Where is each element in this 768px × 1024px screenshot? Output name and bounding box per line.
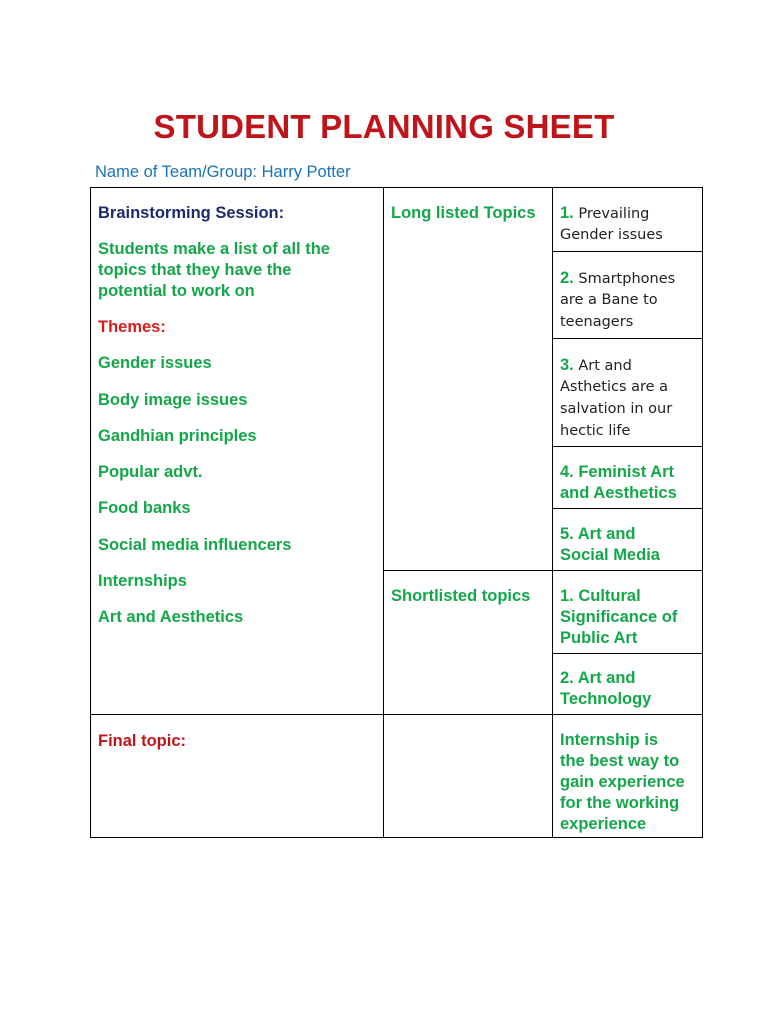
long-listed-item <box>552 338 703 446</box>
item-text: Social Media <box>560 546 660 564</box>
item-number: 3. <box>560 356 574 374</box>
item-text: and Aesthetics <box>560 484 677 502</box>
theme-item: Gender issues <box>98 354 212 372</box>
planning-table <box>90 187 703 838</box>
brainstorm-heading: Brainstorming Session: <box>98 204 285 222</box>
item-text: Smartphones <box>578 271 676 287</box>
long-listed-item <box>552 446 703 508</box>
final-topic-line: gain experience <box>560 773 685 791</box>
item-text: hectic life <box>560 423 631 439</box>
team-label: Name of Team/Group: <box>95 163 258 181</box>
theme-item: Art and Aesthetics <box>98 608 244 626</box>
theme-item: Body image issues <box>98 391 248 409</box>
long-listed-label: Long listed Topics <box>391 204 536 222</box>
final-topic-line: for the working <box>560 794 680 812</box>
item-text: Technology <box>560 690 652 708</box>
page-title: STUDENT PLANNING SHEET <box>153 108 615 145</box>
brainstorm-description-line: potential to work on <box>98 282 255 300</box>
item-text: salvation in our <box>560 401 673 417</box>
team-line <box>95 163 351 182</box>
final-topic-label: Final topic: <box>98 732 186 750</box>
brainstorm-description-line: Students make a list of all the <box>98 240 330 258</box>
item-text: 5. Art and <box>560 525 636 543</box>
item-text: are a Bane to <box>560 292 658 308</box>
theme-item: Internships <box>98 572 187 590</box>
theme-item: Social media influencers <box>98 536 292 554</box>
item-text: 4. Feminist Art <box>560 463 674 481</box>
shortlisted-item <box>552 570 703 653</box>
brainstorm-cell <box>90 187 383 714</box>
long-listed-item <box>552 251 703 338</box>
shortlisted-item <box>552 653 703 714</box>
item-text: teenagers <box>560 314 634 330</box>
item-text: Asthetics are a <box>560 379 669 395</box>
item-number: 1. <box>560 204 574 222</box>
theme-item: Gandhian principles <box>98 427 257 445</box>
brainstorm-description-line: topics that they have the <box>98 261 292 279</box>
team-name: Harry Potter <box>261 163 351 181</box>
item-number: 2. <box>560 269 574 287</box>
item-text: Gender issues <box>560 227 663 243</box>
item-text: Prevailing <box>578 206 650 222</box>
theme-item: Popular advt. <box>98 463 203 481</box>
themes-label: Themes: <box>98 318 166 336</box>
item-text: 2. Art and <box>560 669 636 687</box>
long-listed-item <box>552 187 703 251</box>
long-listed-item <box>552 508 703 570</box>
theme-item: Food banks <box>98 499 191 517</box>
final-topic-line: Internship is <box>560 731 659 749</box>
final-topic-line: experience <box>560 815 647 833</box>
item-text: 1. Cultural <box>560 587 641 605</box>
final-topic-line: the best way to <box>560 752 680 770</box>
item-text: Significance of <box>560 608 678 626</box>
item-text: Art and <box>578 358 632 374</box>
item-text: Public Art <box>560 629 638 647</box>
shortlisted-label: Shortlisted topics <box>391 587 531 605</box>
final-topic-value <box>552 714 703 837</box>
